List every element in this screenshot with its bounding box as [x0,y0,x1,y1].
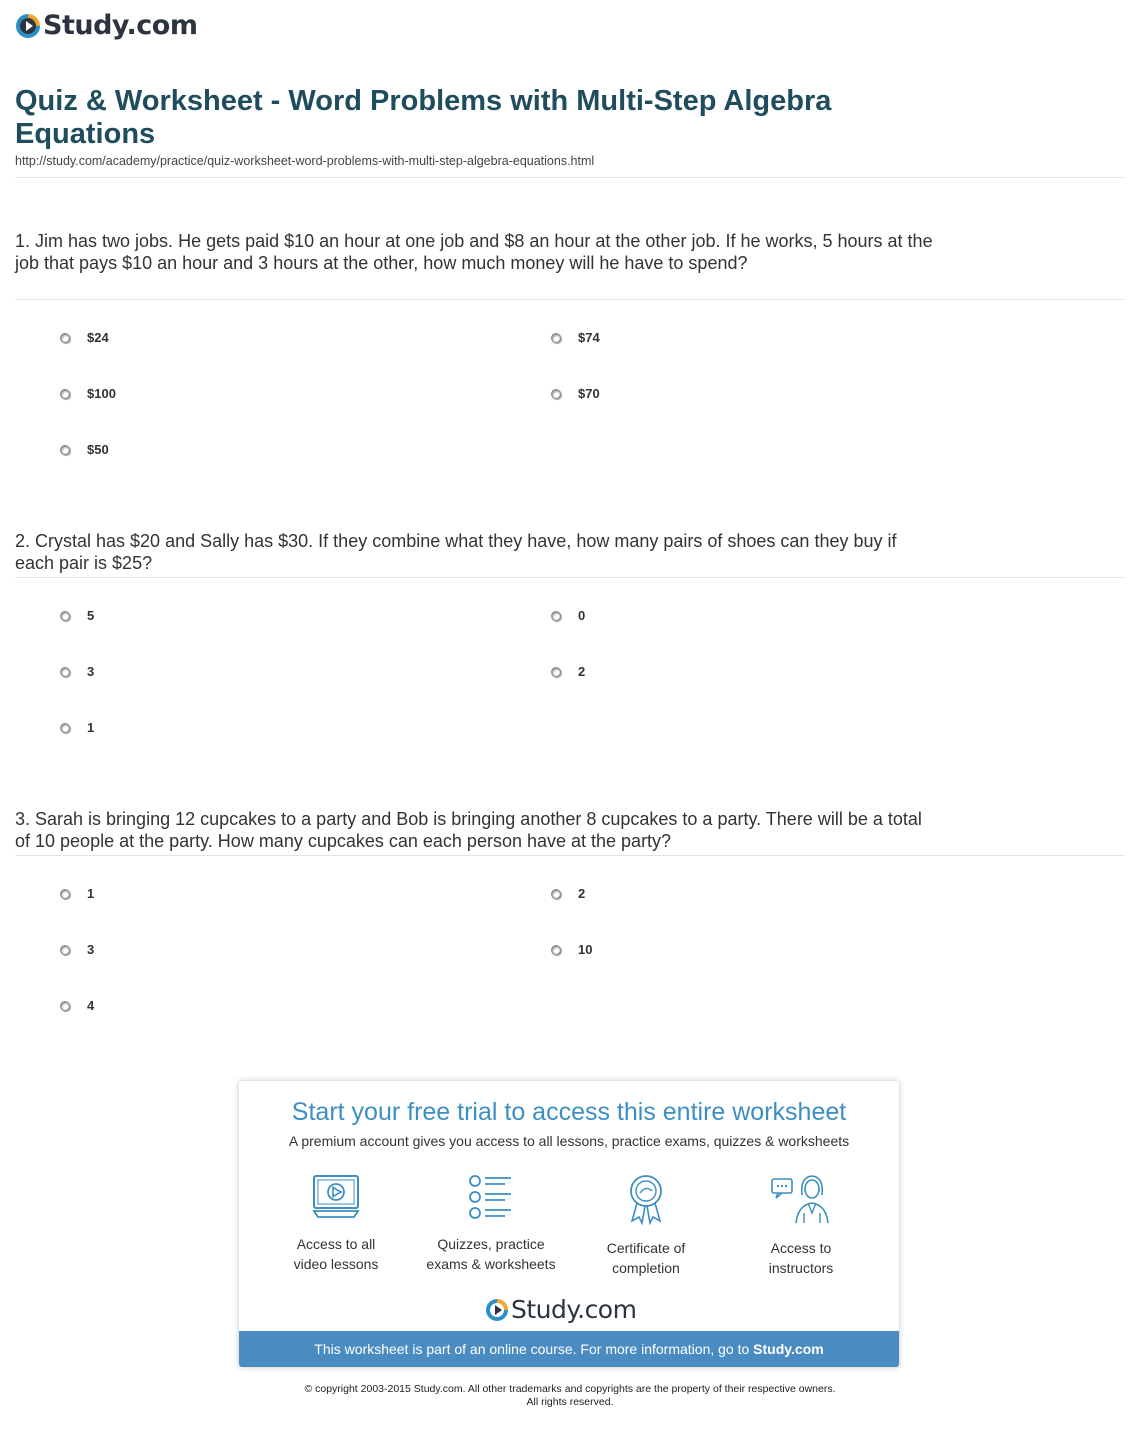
promo-info-bar[interactable] [239,1331,899,1367]
q1-option-5[interactable]: $50 [60,442,109,457]
q2-option-3[interactable]: 3 [60,664,94,679]
radio-button-icon[interactable] [551,667,561,677]
radio-button-icon[interactable] [551,333,561,343]
q2-option-1[interactable]: 5 [60,608,94,623]
site-logo[interactable] [16,10,197,41]
q3-option-5[interactable]: 4 [60,998,94,1013]
radio-button-icon[interactable] [60,1001,70,1011]
q1-option-4[interactable]: $70 [551,386,600,401]
logo-text: Study.com [43,10,198,41]
play-logo-icon [486,1299,508,1321]
q3-option-4[interactable]: 10 [551,942,592,957]
divider [15,855,1125,856]
q2-option-4[interactable]: 2 [551,664,585,679]
instructor-chat-icon [770,1173,832,1225]
feature-video-lessons [261,1173,411,1274]
feature-instructors [726,1173,876,1278]
promo-heading[interactable]: Start your free trial to access this entire worksheet [291,1098,847,1126]
radio-button-icon[interactable] [551,889,561,899]
copyright-line-2: All rights reserved. [526,1396,614,1408]
radio-button-icon[interactable] [60,333,70,343]
play-logo-icon [16,14,40,38]
promo-bar-text: This worksheet is part of an online course. For more information, go to [314,1341,754,1357]
study-link[interactable]: Study.com [753,1341,824,1357]
feature-label: Access to all video lessons [293,1236,379,1272]
radio-button-icon[interactable] [60,389,70,399]
page-title: Quiz & Worksheet - Word Problems with Multi-Step Algebra Equations [15,85,832,150]
award-ribbon-icon [620,1173,672,1225]
question-3-text: 3. Sarah is bringing 12 cupcakes to a party and Bob is bringing another 8 cupcakes to a party. There will be a total of 10 people at the party. How many cupcakes can each person have at the party? [15,809,922,851]
copyright-line-1: © copyright 2003-2015 Study.com. All other trademarks and copyrights are the property of their respective owners. [304,1383,836,1395]
q1-option-2[interactable]: $74 [551,330,600,345]
radio-button-icon[interactable] [551,945,561,955]
feature-label: Quizzes, practice exams & worksheets [426,1236,556,1272]
radio-button-icon[interactable] [60,667,70,677]
radio-button-icon[interactable] [551,389,561,399]
feature-label: Access to instructors [768,1240,834,1276]
promo-subheading: A premium account gives you access to all lessons, practice exams, quizzes & worksheets [288,1133,850,1149]
feature-quizzes [416,1173,566,1274]
radio-button-icon[interactable] [60,945,70,955]
free-trial-promo[interactable] [239,1081,899,1367]
question-2-text: 2. Crystal has $20 and Sally has $30. If they combine what they have, how many pairs of shoes can they buy if each pair is $25? [15,531,897,573]
q3-option-1[interactable]: 1 [60,886,94,901]
q3-option-3[interactable]: 3 [60,942,94,957]
q2-option-5[interactable]: 1 [60,720,94,735]
q1-option-3[interactable]: $100 [60,386,116,401]
feature-certificate [571,1173,721,1278]
promo-logo[interactable] [486,1295,636,1324]
source-url: http://study.com/academy/practice/quiz-worksheet-word-problems-with-multi-step-algebra-equations.html [15,154,595,168]
q2-option-2[interactable]: 0 [551,608,585,623]
radio-button-icon[interactable] [60,723,70,733]
q3-option-2[interactable]: 2 [551,886,585,901]
logo-text: Study.com [511,1295,637,1324]
radio-button-icon[interactable] [60,889,70,899]
divider [15,299,1125,300]
monitor-play-icon [310,1173,362,1221]
q1-option-1[interactable]: $24 [60,330,109,345]
radio-button-icon[interactable] [551,611,561,621]
copyright [0,1383,1140,1409]
question-1-text: 1. Jim has two jobs. He gets paid $10 an hour at one job and $8 an hour at the other job. If he works, 5 hours at the job that pays $10 an hour and 3 hours at the other, how much money will he have to spend? [15,231,933,273]
divider [15,177,1125,178]
radio-button-icon[interactable] [60,611,70,621]
checklist-icon [465,1173,517,1221]
divider [15,577,1125,578]
radio-button-icon[interactable] [60,445,70,455]
feature-label: Certificate of completion [606,1240,686,1276]
